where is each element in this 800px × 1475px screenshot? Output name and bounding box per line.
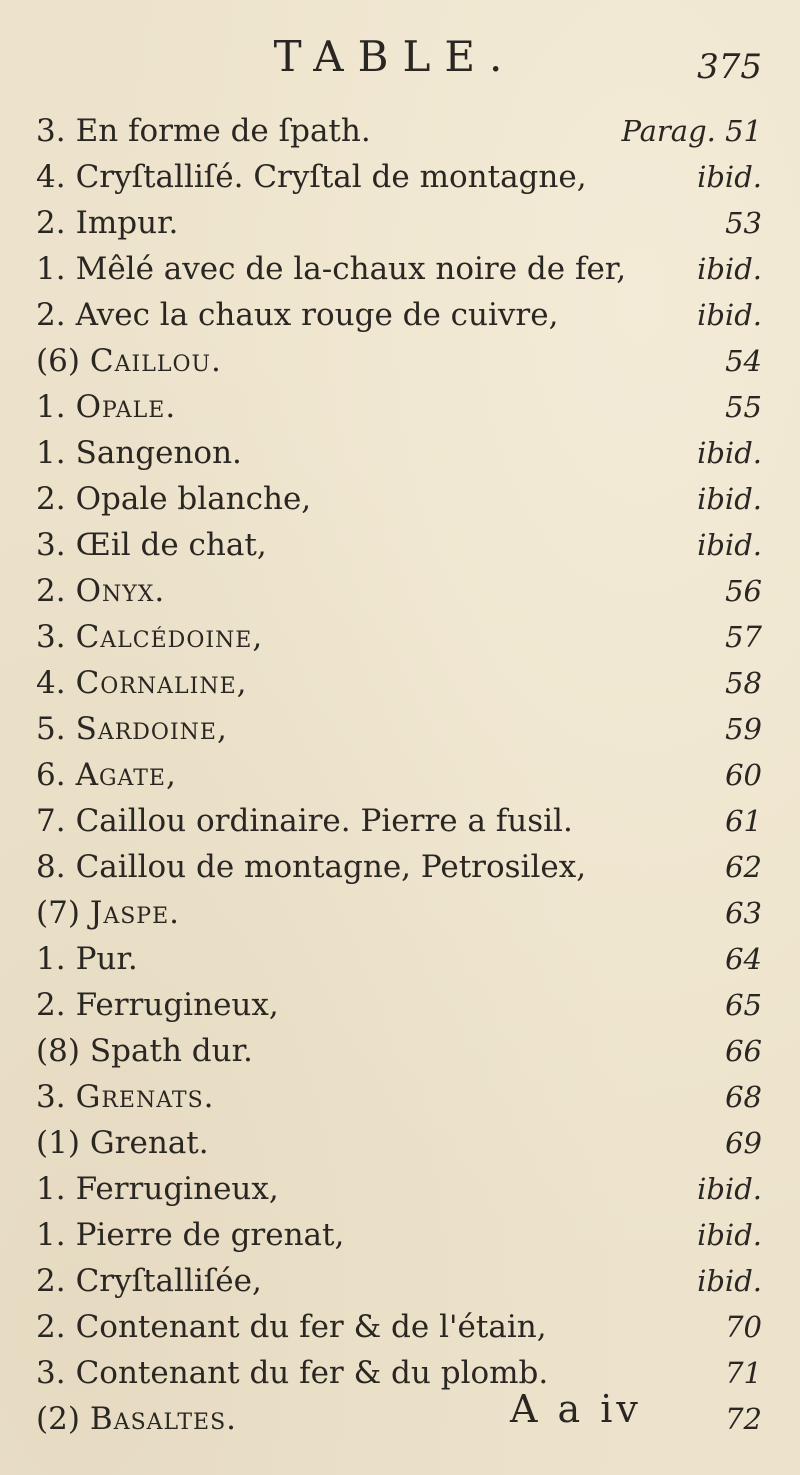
toc-entry (0, 844, 800, 890)
toc-entry (0, 1396, 800, 1442)
entry-reference: ibid. (697, 436, 762, 470)
entry-text: Opale. (75, 389, 177, 425)
entry-text: Pierre de grenat, (75, 1217, 345, 1253)
entry-reference: 70 (725, 1310, 762, 1344)
toc-entry (0, 338, 800, 384)
entry-reference: 54 (725, 344, 762, 378)
entry-number: 3. (36, 113, 66, 149)
entry-number: 1. (36, 1171, 66, 1207)
entry-reference: 71 (725, 1356, 762, 1390)
signature-mark: A a iv (510, 1387, 642, 1431)
entry-reference: 61 (725, 804, 762, 838)
entry-text: Jaspe. (89, 895, 181, 931)
toc-entry (0, 246, 800, 292)
entry-text: Calcédoine, (75, 619, 264, 655)
toc-entry (0, 1166, 800, 1212)
entry-reference: 53 (725, 206, 762, 240)
entry-reference: 69 (725, 1126, 762, 1160)
toc-entry (0, 200, 800, 246)
toc-entry (0, 108, 800, 154)
entry-text: En forme de ſpath. (75, 113, 371, 149)
toc-entry (0, 154, 800, 200)
toc-entry (0, 476, 800, 522)
page-number: 375 (697, 47, 762, 87)
entry-number: 2. (36, 297, 66, 333)
entry-number: 3. (36, 1079, 66, 1115)
ref-prefix: Parag. (621, 114, 716, 148)
entry-number: 2. (36, 573, 66, 609)
entry-text: Agate, (75, 757, 177, 793)
toc-entry (0, 568, 800, 614)
entry-number: 3. (36, 1355, 66, 1391)
entry-number: (1) (36, 1125, 80, 1161)
entry-reference: 64 (725, 942, 762, 976)
toc-entry (0, 1350, 800, 1396)
entry-number: 5. (36, 711, 66, 747)
entry-number: 4. (36, 159, 66, 195)
entry-number: 2. (36, 205, 66, 241)
entry-text: Grenat. (89, 1125, 209, 1161)
entry-reference: ibid. (697, 160, 762, 194)
entry-text: Caillou de montagne, Petrosilex, (75, 849, 587, 885)
entry-reference: 55 (725, 390, 762, 424)
toc-entry (0, 614, 800, 660)
toc-entry (0, 982, 800, 1028)
entry-reference: 59 (725, 712, 762, 746)
toc-entry (0, 752, 800, 798)
entry-number: 4. (36, 665, 66, 701)
entry-reference (621, 108, 762, 154)
entry-reference: ibid. (697, 252, 762, 286)
entry-text: Cryſtalliſé. Cryſtal de montagne, (75, 159, 587, 195)
entry-text: Cryſtalliſée, (75, 1263, 262, 1299)
entry-text: Spath dur. (89, 1033, 253, 1069)
entry-text: Caillou. (89, 343, 222, 379)
toc-entry (0, 292, 800, 338)
entry-text: Avec la chaux rouge de cuivre, (75, 297, 559, 333)
toc-entry (0, 1120, 800, 1166)
toc-entry (0, 660, 800, 706)
toc-entry (0, 384, 800, 430)
entry-text: Cornaline, (75, 665, 248, 701)
entry-reference: 66 (725, 1034, 762, 1068)
toc-entry (0, 1028, 800, 1074)
toc-entry (0, 1258, 800, 1304)
entry-reference: 63 (725, 896, 762, 930)
entry-reference: ibid. (697, 528, 762, 562)
entry-text: Onyx. (75, 573, 166, 609)
entry-text: Mêlé avec de la-chaux noire de fer, (75, 251, 627, 287)
entry-reference: 58 (725, 666, 762, 700)
entry-reference: ibid. (697, 1264, 762, 1298)
entry-number: (2) (36, 1401, 80, 1437)
entry-number: 6. (36, 757, 66, 793)
entry-text: Ferrugineux, (75, 987, 279, 1023)
toc-entry (0, 706, 800, 752)
entry-text: Sardoine, (75, 711, 228, 747)
toc-entry (0, 1074, 800, 1120)
entry-reference: 56 (725, 574, 762, 608)
entry-number: 2. (36, 481, 66, 517)
entry-text: Sangenon. (75, 435, 242, 471)
entry-text: Ferrugineux, (75, 1171, 279, 1207)
entry-reference: 72 (725, 1402, 762, 1436)
entry-number: 2. (36, 987, 66, 1023)
toc-entry (0, 1304, 800, 1350)
entry-number: 3. (36, 527, 66, 563)
entry-number: 1. (36, 941, 66, 977)
toc-entry (0, 890, 800, 936)
entry-number: 2. (36, 1263, 66, 1299)
entry-text: Œil de chat, (75, 527, 267, 563)
toc-entry (0, 430, 800, 476)
toc-entry (0, 1212, 800, 1258)
ref-number: 51 (725, 114, 762, 148)
entry-number: 8. (36, 849, 66, 885)
toc-entry (0, 798, 800, 844)
entry-reference: ibid. (697, 1172, 762, 1206)
entry-number: (8) (36, 1033, 80, 1069)
entry-text: Impur. (75, 205, 179, 241)
entry-number: 2. (36, 1309, 66, 1345)
entry-number: 1. (36, 389, 66, 425)
entry-text: Grenats. (75, 1079, 215, 1115)
entry-number: 1. (36, 435, 66, 471)
entry-number: 7. (36, 803, 66, 839)
entry-reference: 60 (725, 758, 762, 792)
entry-reference: ibid. (697, 298, 762, 332)
toc-entry (0, 522, 800, 568)
entry-number: (7) (36, 895, 80, 931)
toc-entry (0, 936, 800, 982)
entry-reference: 65 (725, 988, 762, 1022)
entry-number: 3. (36, 619, 66, 655)
entry-text: Caillou ordinaire. Pierre a fusil. (75, 803, 573, 839)
entry-text: Contenant du fer & du plomb. (75, 1355, 549, 1391)
entry-text: Pur. (75, 941, 138, 977)
entry-reference: ibid. (697, 1218, 762, 1252)
entry-reference: 57 (725, 620, 762, 654)
entry-number: 1. (36, 251, 66, 287)
entry-text: Basaltes. (89, 1401, 238, 1437)
entry-number: 1. (36, 1217, 66, 1253)
entry-text: Opale blanche, (75, 481, 312, 517)
entry-reference: 68 (725, 1080, 762, 1114)
entry-number: (6) (36, 343, 80, 379)
entry-reference: ibid. (697, 482, 762, 516)
entry-text: Contenant du fer & de l'étain, (75, 1309, 547, 1345)
entry-reference: 62 (725, 850, 762, 884)
running-title: TABLE. (273, 32, 517, 81)
